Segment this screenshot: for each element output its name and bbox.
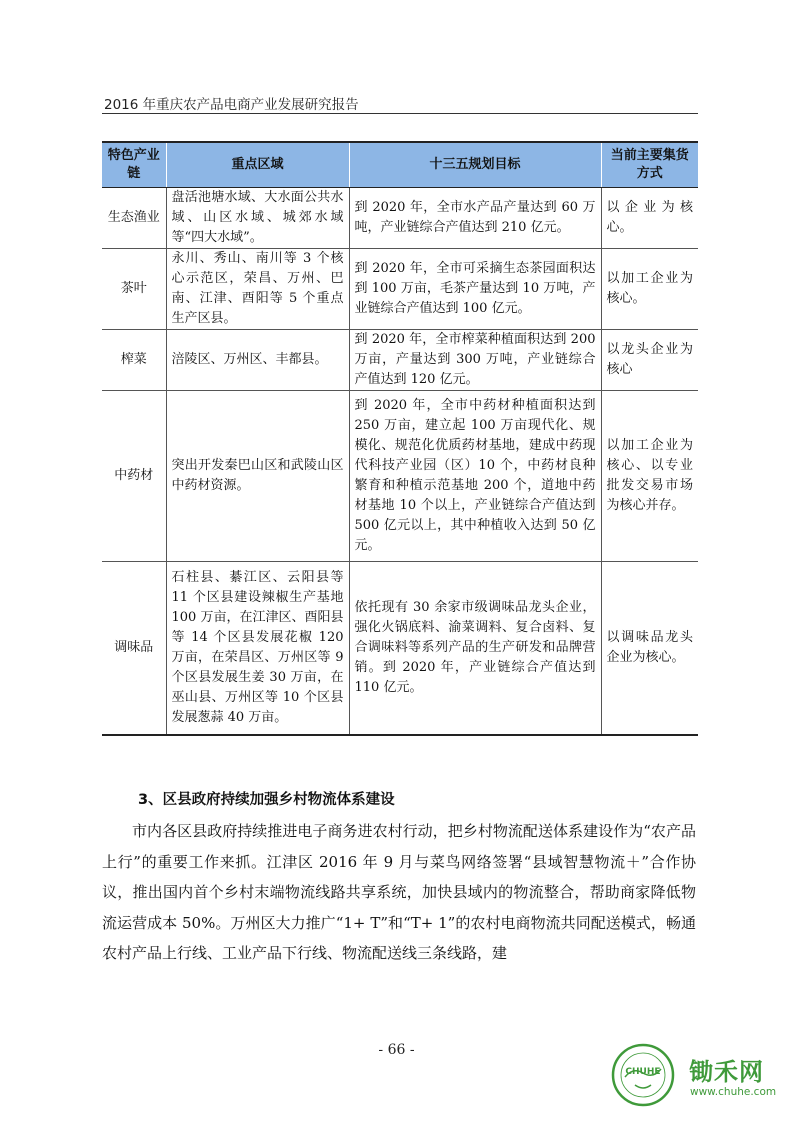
industry-chain-table [102, 141, 698, 736]
cell-method: 以加工企业为核心。 [601, 249, 698, 330]
table-header-row [102, 142, 698, 188]
cell-region: 涪陵区、万州区、丰都县。 [166, 330, 349, 391]
chuhe-logo-icon [611, 1043, 675, 1107]
table-row [102, 330, 698, 391]
page-number: - 66 - [378, 1042, 415, 1058]
cell-region: 盘活池塘水域、大水面公共水域、山区水域、城郊水域等“四大水域”。 [166, 188, 349, 249]
cell-method: 以龙头企业为核心 [601, 330, 698, 391]
cell-goal: 到 2020 年，全市可采摘生态茶园面积达到 100 万亩，毛茶产量达到 10 万吨，产业链综合产值达到 100 亿元。 [349, 249, 601, 330]
header-industry: 特色产业链 [102, 142, 166, 188]
cell-industry: 调味品 [102, 562, 166, 736]
header-method: 当前主要集货方式 [601, 142, 698, 188]
cell-region: 永川、秀山、南川等 3 个核心示范区，荣昌、万州、巴南、江津、酉阳等 5 个重点生产区县。 [166, 249, 349, 330]
cell-goal: 到 2020 年，全市榨菜种植面积达到 200 万亩，产量达到 300 万吨，产业链综合产值达到 120 亿元。 [349, 330, 601, 391]
cell-region: 石柱县、綦江区、云阳县等 11 个区县建设辣椒生产基地 100 万亩，在江津区、酉阳县等 14 个区县发展花椒 120 万亩，在荣昌区、万州区等 9 个区县发展生姜 30 万亩，在巫山县、万州区等 10 个区县发展葱蒜 40 万亩。 [166, 562, 349, 736]
header-divider [102, 113, 698, 114]
body-paragraph: 市内各区县政府持续推进电子商务进农村行动，把乡村物流配送体系建设作为“农产品上行”的重要工作来抓。江津区 2016 年 9 月与菜鸟网络签署“县域智慧物流＋”合作协议，推出国内首个乡村末端物流线路共享系统，加快县域内的物流整合，帮助商家降低物流运营成本 50%。万州区大力推广“1+ T”和“T+ 1”的农村电商物流共同配送模式，畅通农村产品上行线、工业产品下行线、物流配送线三条线路，建 [102, 822, 696, 962]
logo-text: CHUHE [625, 1067, 661, 1077]
cell-goal: 到 2020 年，全市水产品产量达到 60 万吨，产业链综合产值达到 210 亿元。 [349, 188, 601, 249]
header-goal: 十三五规划目标 [349, 142, 601, 188]
cell-method: 以加工企业为核心、以专业批发交易市场为核心并存。 [601, 391, 698, 562]
cell-region: 突出开发秦巴山区和武陵山区中药材资源。 [166, 391, 349, 562]
table-row [102, 562, 698, 736]
cell-industry: 榨菜 [102, 330, 166, 391]
cell-goal: 依托现有 30 余家市级调味品龙头企业，强化火锅底料、渝菜调料、复合卤料、复合调味料等系列产品的生产研发和品牌营销。到 2020 年，产业链综合产值达到 110 亿元。 [349, 562, 601, 736]
section-heading: 3、区县政府持续加强乡村物流体系建设 [138, 792, 395, 808]
table-row [102, 391, 698, 562]
cell-industry: 中药材 [102, 391, 166, 562]
cell-method: 以调味品龙头企业为核心。 [601, 562, 698, 736]
table-row [102, 249, 698, 330]
cell-method: 以企业为核心。 [601, 188, 698, 249]
report-title: 2016 年重庆农产品电商产业发展研究报告 [104, 97, 359, 113]
cell-industry: 茶叶 [102, 249, 166, 330]
cell-goal: 到 2020 年，全市中药材种植面积达到 250 万亩，建立起 100 万亩现代化、规模化、规范化优质药材基地，建成中药现代科技产业园（区）10 个，中药材良种繁育和种植示范基地 200 个，道地中药材基地 10 个以上，产业链综合产值达到 500 亿元以上，其中种植收入达到 50 亿元。 [349, 391, 601, 562]
table-row [102, 188, 698, 249]
header-region: 重点区域 [166, 142, 349, 188]
cell-industry: 生态渔业 [102, 188, 166, 249]
brand-url: www.chuhe.com [690, 1086, 777, 1098]
brand-name: 锄禾网 [689, 1058, 764, 1086]
